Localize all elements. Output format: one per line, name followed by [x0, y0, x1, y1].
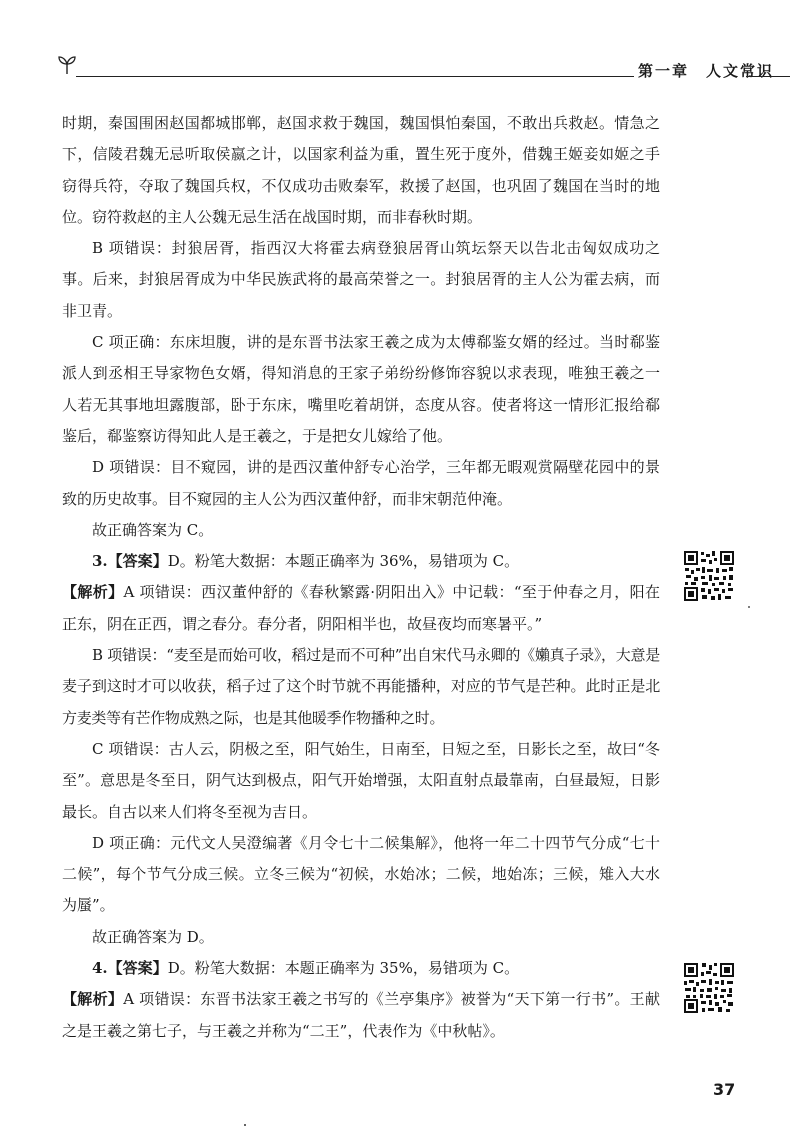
paragraph-text: D 项正确：元代文人吴澄编著《月令七十二候集解》，他将一年二十四节气分成“七十二候”，每个节气分成三候。立冬三候为“初候，水始冰；二候，地始冻；三候，雉入大水为蜃”。 — [62, 833, 660, 915]
qr-code-icon — [683, 550, 735, 602]
paragraph — [62, 734, 660, 828]
paragraph-text: D。粉笔大数据：本题正确率为 35%，易错项为 C。 — [167, 959, 520, 978]
paragraph — [62, 233, 660, 327]
paragraph — [62, 640, 660, 734]
sprout-icon — [56, 54, 78, 76]
paragraph-text: B 项错误：封狼居胥，指西汉大将霍去病登狼居胥山筑坛祭天以告北击匈奴成功之事。后来，封狼居胥成为中华民族武将的最高荣誉之一。封狼居胥的主人公为霍去病，而非卫青。 — [62, 239, 660, 320]
section-tag: 【答案】 — [107, 959, 168, 978]
paragraph — [62, 546, 660, 577]
section-tag: 【答案】 — [107, 552, 168, 571]
question-number: 3. — [92, 552, 108, 571]
paragraph — [62, 452, 660, 515]
header-rule-right — [746, 76, 790, 77]
paragraph — [62, 108, 660, 233]
paragraph — [62, 577, 660, 640]
paragraph-text: C 项错误：古人云，阴极之至，阳气始生，日南至，日短之至，日影长之至，故曰“冬至”。意思是冬至日，阴气达到极点，阳气开始增强，太阳直射点最靠南，白昼最短，日影最长。自古以来人们将冬至视为吉日。 — [62, 739, 660, 821]
paragraph-text: B 项错误：“麦至是而始可收，稻过是而不可种”出自宋代马永卿的《嬾真子录》，大意是麦子到这时才可以收获，稻子过了这个时节就不再能播种，对应的节气是芒种。此时正是北方麦类等有芒作物成熟之际，也是其他暖季作物播种之时。 — [62, 646, 660, 727]
paragraph-text: A 项错误：西汉董仲舒的《春秋繁露·阴阳出入》中记载：“至于仲春之月，阳在正东，阴在正西，谓之春分。春分者，阴阳相半也，故昼夜均而寒暑平。” — [62, 583, 660, 633]
paragraph-text: A 项错误：东晋书法家王羲之书写的《兰亭集序》被誉为“天下第一行书”。王献之是王羲之第七子，与王羲之并称为“二王”，代表作为《中秋帖》。 — [62, 990, 660, 1040]
paragraph — [62, 828, 660, 922]
chapter-title: 第一章 人文常识 — [638, 62, 775, 80]
paragraph — [62, 327, 660, 452]
paragraph — [62, 515, 660, 546]
paragraph-text: D 项错误：目不窥园，讲的是西汉董仲舒专心治学，三年都无暇观赏隔壁花园中的景致的历史故事。目不窥园的主人公为西汉董仲舒，而非宋朝范仲淹。 — [62, 458, 660, 508]
section-tag: 【解析】 — [62, 583, 124, 602]
qr-code-icon — [683, 962, 735, 1014]
paragraph-text: D。粉笔大数据：本题正确率为 36%，易错项为 C。 — [167, 552, 520, 571]
page-number: 37 — [713, 1080, 736, 1099]
paragraph-text: 时期，秦国围困赵国都城邯郸，赵国求救于魏国，魏国惧怕秦国，不敢出兵救赵。情急之下，信陵君魏无忌听取侯嬴之计，以国家利益为重，置生死于度外，借魏王姬妾如姬之手窃得兵符，夺取了魏国兵权，不仅成功击败秦军，救援了赵国，也巩固了魏国在当时的地位。窃符救赵的主人公魏无忌生活在战国时期，而非春秋时期。 — [62, 114, 660, 226]
header-rule-left — [76, 76, 634, 77]
scan-speck — [244, 1124, 246, 1126]
paragraph — [62, 953, 660, 984]
paragraph-text: 故正确答案为 D。 — [92, 927, 214, 946]
margin-mark — [748, 606, 750, 608]
page-body — [62, 108, 660, 1047]
paragraph-text: 故正确答案为 C。 — [92, 520, 214, 539]
paragraph — [62, 922, 660, 953]
section-tag: 【解析】 — [62, 990, 124, 1009]
question-number: 4. — [92, 959, 108, 978]
page-header — [56, 54, 790, 84]
paragraph-text: C 项正确：东床坦腹，讲的是东晋书法家王羲之成为太傅郗鉴女婿的经过。当时郗鉴派人到丞相王导家物色女婿，得知消息的王家子弟纷纷修饰容貌以求表现，唯独王羲之一人若无其事地坦露腹部，卧于东床，嘴里吃着胡饼，态度从容。使者将这一情形汇报给郗鉴后，郗鉴察访得知此人是王羲之，于是把女儿嫁给了他。 — [62, 333, 660, 445]
paragraph — [62, 984, 660, 1047]
